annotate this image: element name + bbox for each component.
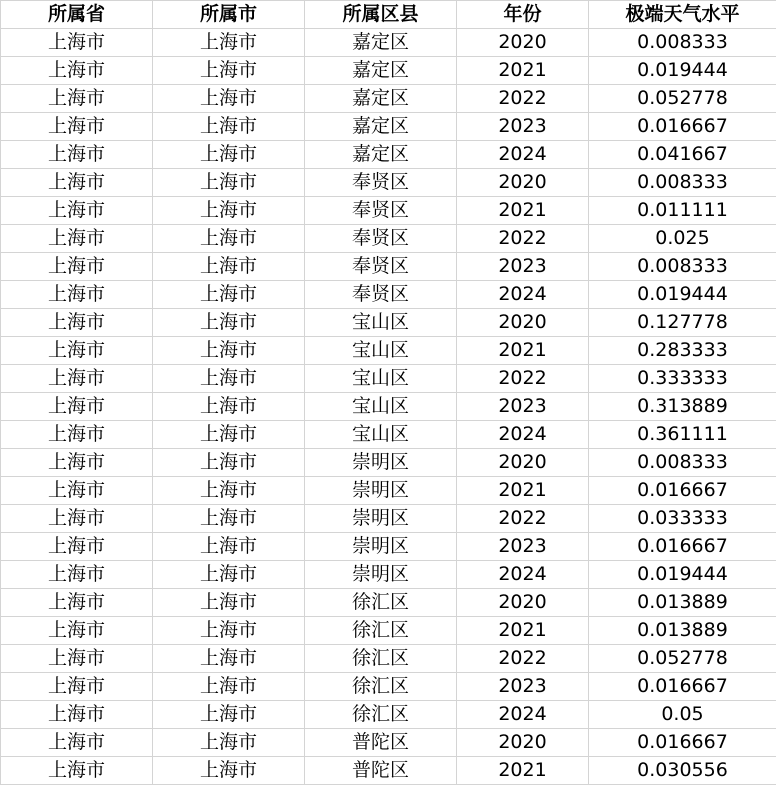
cell-city[interactable]: 上海市 <box>153 197 305 225</box>
cell-district[interactable]: 崇明区 <box>305 561 457 589</box>
cell-province[interactable]: 上海市 <box>1 57 153 85</box>
cell-city[interactable]: 上海市 <box>153 533 305 561</box>
cell-city[interactable]: 上海市 <box>153 421 305 449</box>
cell-year[interactable]: 2022 <box>457 645 589 673</box>
cell-year[interactable]: 2020 <box>457 449 589 477</box>
cell-province[interactable]: 上海市 <box>1 449 153 477</box>
cell-province[interactable]: 上海市 <box>1 225 153 253</box>
cell-city[interactable]: 上海市 <box>153 113 305 141</box>
header-province[interactable]: 所属省 <box>1 1 153 29</box>
cell-city[interactable]: 上海市 <box>153 309 305 337</box>
table-row <box>1 281 776 309</box>
cell-extreme-weather-level[interactable]: 0.361111 <box>589 421 776 449</box>
cell-year[interactable]: 2023 <box>457 673 589 701</box>
cell-year[interactable]: 2022 <box>457 505 589 533</box>
cell-city[interactable]: 上海市 <box>153 85 305 113</box>
cell-extreme-weather-level[interactable]: 0.008333 <box>589 29 776 57</box>
cell-extreme-weather-level[interactable]: 0.013889 <box>589 589 776 617</box>
cell-province[interactable]: 上海市 <box>1 505 153 533</box>
cell-year[interactable]: 2020 <box>457 169 589 197</box>
cell-extreme-weather-level[interactable]: 0.052778 <box>589 85 776 113</box>
table-row <box>1 57 776 85</box>
header-extreme-weather-level[interactable]: 极端天气水平 <box>589 1 776 29</box>
cell-extreme-weather-level[interactable]: 0.008333 <box>589 169 776 197</box>
table-row <box>1 29 776 57</box>
header-row <box>1 1 776 29</box>
table-row <box>1 141 776 169</box>
cell-year[interactable]: 2024 <box>457 421 589 449</box>
cell-district[interactable]: 崇明区 <box>305 505 457 533</box>
cell-year[interactable]: 2023 <box>457 253 589 281</box>
cell-extreme-weather-level[interactable]: 0.016667 <box>589 477 776 505</box>
cell-province[interactable]: 上海市 <box>1 253 153 281</box>
table-row <box>1 505 776 533</box>
cell-city[interactable]: 上海市 <box>153 449 305 477</box>
cell-extreme-weather-level[interactable]: 0.019444 <box>589 57 776 85</box>
cell-city[interactable]: 上海市 <box>153 337 305 365</box>
cell-district[interactable]: 宝山区 <box>305 421 457 449</box>
cell-extreme-weather-level[interactable]: 0.052778 <box>589 645 776 673</box>
table-row <box>1 393 776 421</box>
cell-year[interactable]: 2024 <box>457 141 589 169</box>
cell-year[interactable]: 2020 <box>457 309 589 337</box>
table-body <box>1 29 776 785</box>
table-header <box>1 1 776 29</box>
cell-district[interactable]: 嘉定区 <box>305 113 457 141</box>
cell-year[interactable]: 2022 <box>457 85 589 113</box>
table-row <box>1 701 776 729</box>
cell-city[interactable]: 上海市 <box>153 645 305 673</box>
cell-province[interactable]: 上海市 <box>1 701 153 729</box>
cell-year[interactable]: 2023 <box>457 533 589 561</box>
cell-year[interactable]: 2020 <box>457 29 589 57</box>
cell-city[interactable]: 上海市 <box>153 281 305 309</box>
cell-extreme-weather-level[interactable]: 0.333333 <box>589 365 776 393</box>
cell-year[interactable]: 2021 <box>457 57 589 85</box>
cell-province[interactable]: 上海市 <box>1 617 153 645</box>
cell-year[interactable]: 2021 <box>457 477 589 505</box>
cell-city[interactable]: 上海市 <box>153 701 305 729</box>
table-row <box>1 253 776 281</box>
cell-province[interactable]: 上海市 <box>1 29 153 57</box>
cell-extreme-weather-level[interactable]: 0.013889 <box>589 617 776 645</box>
table-row <box>1 337 776 365</box>
cell-extreme-weather-level[interactable]: 0.016667 <box>589 533 776 561</box>
cell-year[interactable]: 2024 <box>457 701 589 729</box>
cell-city[interactable]: 上海市 <box>153 757 305 785</box>
cell-district[interactable]: 嘉定区 <box>305 57 457 85</box>
cell-province[interactable]: 上海市 <box>1 393 153 421</box>
cell-extreme-weather-level[interactable]: 0.016667 <box>589 673 776 701</box>
cell-city[interactable]: 上海市 <box>153 57 305 85</box>
cell-district[interactable]: 徐汇区 <box>305 589 457 617</box>
table-row <box>1 309 776 337</box>
table-row <box>1 421 776 449</box>
cell-year[interactable]: 2022 <box>457 225 589 253</box>
table-row <box>1 477 776 505</box>
cell-extreme-weather-level[interactable]: 0.041667 <box>589 141 776 169</box>
table-row <box>1 365 776 393</box>
cell-extreme-weather-level[interactable]: 0.008333 <box>589 253 776 281</box>
cell-district[interactable]: 奉贤区 <box>305 197 457 225</box>
cell-extreme-weather-level[interactable]: 0.283333 <box>589 337 776 365</box>
table-row <box>1 533 776 561</box>
cell-district[interactable]: 宝山区 <box>305 337 457 365</box>
cell-province[interactable]: 上海市 <box>1 85 153 113</box>
cell-extreme-weather-level[interactable]: 0.016667 <box>589 113 776 141</box>
cell-extreme-weather-level[interactable]: 0.033333 <box>589 505 776 533</box>
cell-extreme-weather-level[interactable]: 0.030556 <box>589 757 776 785</box>
cell-province[interactable]: 上海市 <box>1 477 153 505</box>
cell-year[interactable]: 2021 <box>457 757 589 785</box>
cell-province[interactable]: 上海市 <box>1 281 153 309</box>
cell-extreme-weather-level[interactable]: 0.011111 <box>589 197 776 225</box>
cell-extreme-weather-level[interactable]: 0.313889 <box>589 393 776 421</box>
cell-city[interactable]: 上海市 <box>153 253 305 281</box>
table-row <box>1 645 776 673</box>
header-district[interactable]: 所属区县 <box>305 1 457 29</box>
cell-district[interactable]: 崇明区 <box>305 477 457 505</box>
table-row <box>1 225 776 253</box>
cell-city[interactable]: 上海市 <box>153 225 305 253</box>
table-row <box>1 589 776 617</box>
cell-extreme-weather-level[interactable]: 0.019444 <box>589 281 776 309</box>
table-row <box>1 85 776 113</box>
cell-extreme-weather-level[interactable]: 0.016667 <box>589 729 776 757</box>
cell-extreme-weather-level[interactable]: 0.019444 <box>589 561 776 589</box>
cell-district[interactable]: 宝山区 <box>305 309 457 337</box>
cell-city[interactable]: 上海市 <box>153 561 305 589</box>
cell-district[interactable]: 奉贤区 <box>305 225 457 253</box>
cell-city[interactable]: 上海市 <box>153 393 305 421</box>
table-row <box>1 673 776 701</box>
cell-province[interactable]: 上海市 <box>1 561 153 589</box>
cell-year[interactable]: 2021 <box>457 617 589 645</box>
cell-city[interactable]: 上海市 <box>153 169 305 197</box>
cell-province[interactable]: 上海市 <box>1 365 153 393</box>
cell-year[interactable]: 2024 <box>457 281 589 309</box>
cell-district[interactable]: 崇明区 <box>305 449 457 477</box>
table-row <box>1 169 776 197</box>
table-row <box>1 561 776 589</box>
cell-district[interactable]: 普陀区 <box>305 757 457 785</box>
table-row <box>1 617 776 645</box>
cell-district[interactable]: 徐汇区 <box>305 673 457 701</box>
cell-extreme-weather-level[interactable]: 0.127778 <box>589 309 776 337</box>
table-row <box>1 113 776 141</box>
cell-province[interactable]: 上海市 <box>1 421 153 449</box>
cell-city[interactable]: 上海市 <box>153 673 305 701</box>
cell-year[interactable]: 2024 <box>457 561 589 589</box>
cell-city[interactable]: 上海市 <box>153 141 305 169</box>
cell-province[interactable]: 上海市 <box>1 169 153 197</box>
cell-district[interactable]: 奉贤区 <box>305 169 457 197</box>
cell-district[interactable]: 徐汇区 <box>305 617 457 645</box>
table-row <box>1 449 776 477</box>
cell-province[interactable]: 上海市 <box>1 645 153 673</box>
cell-extreme-weather-level[interactable]: 0.008333 <box>589 449 776 477</box>
cell-district[interactable]: 徐汇区 <box>305 645 457 673</box>
cell-extreme-weather-level[interactable]: 0.025 <box>589 225 776 253</box>
cell-province[interactable]: 上海市 <box>1 113 153 141</box>
cell-province[interactable]: 上海市 <box>1 141 153 169</box>
cell-district[interactable]: 宝山区 <box>305 365 457 393</box>
header-city[interactable]: 所属市 <box>153 1 305 29</box>
cell-extreme-weather-level[interactable]: 0.05 <box>589 701 776 729</box>
cell-city[interactable]: 上海市 <box>153 365 305 393</box>
cell-year[interactable]: 2023 <box>457 393 589 421</box>
cell-district[interactable]: 宝山区 <box>305 393 457 421</box>
cell-province[interactable]: 上海市 <box>1 533 153 561</box>
cell-city[interactable]: 上海市 <box>153 505 305 533</box>
cell-city[interactable]: 上海市 <box>153 477 305 505</box>
cell-year[interactable]: 2021 <box>457 197 589 225</box>
cell-province[interactable]: 上海市 <box>1 673 153 701</box>
cell-province[interactable]: 上海市 <box>1 757 153 785</box>
cell-province[interactable]: 上海市 <box>1 197 153 225</box>
cell-district[interactable]: 奉贤区 <box>305 281 457 309</box>
cell-district[interactable]: 嘉定区 <box>305 29 457 57</box>
cell-city[interactable]: 上海市 <box>153 729 305 757</box>
cell-city[interactable]: 上海市 <box>153 29 305 57</box>
cell-year[interactable]: 2020 <box>457 729 589 757</box>
cell-province[interactable]: 上海市 <box>1 309 153 337</box>
cell-year[interactable]: 2022 <box>457 365 589 393</box>
cell-city[interactable]: 上海市 <box>153 589 305 617</box>
table-row <box>1 729 776 757</box>
cell-year[interactable]: 2021 <box>457 337 589 365</box>
cell-province[interactable]: 上海市 <box>1 589 153 617</box>
table-row <box>1 757 776 785</box>
cell-district[interactable]: 徐汇区 <box>305 701 457 729</box>
cell-year[interactable]: 2020 <box>457 589 589 617</box>
cell-district[interactable]: 嘉定区 <box>305 141 457 169</box>
cell-province[interactable]: 上海市 <box>1 337 153 365</box>
table-row <box>1 197 776 225</box>
cell-year[interactable]: 2023 <box>457 113 589 141</box>
cell-city[interactable]: 上海市 <box>153 617 305 645</box>
cell-district[interactable]: 奉贤区 <box>305 253 457 281</box>
cell-district[interactable]: 普陀区 <box>305 729 457 757</box>
cell-district[interactable]: 嘉定区 <box>305 85 457 113</box>
cell-district[interactable]: 崇明区 <box>305 533 457 561</box>
cell-province[interactable]: 上海市 <box>1 729 153 757</box>
header-year[interactable]: 年份 <box>457 1 589 29</box>
